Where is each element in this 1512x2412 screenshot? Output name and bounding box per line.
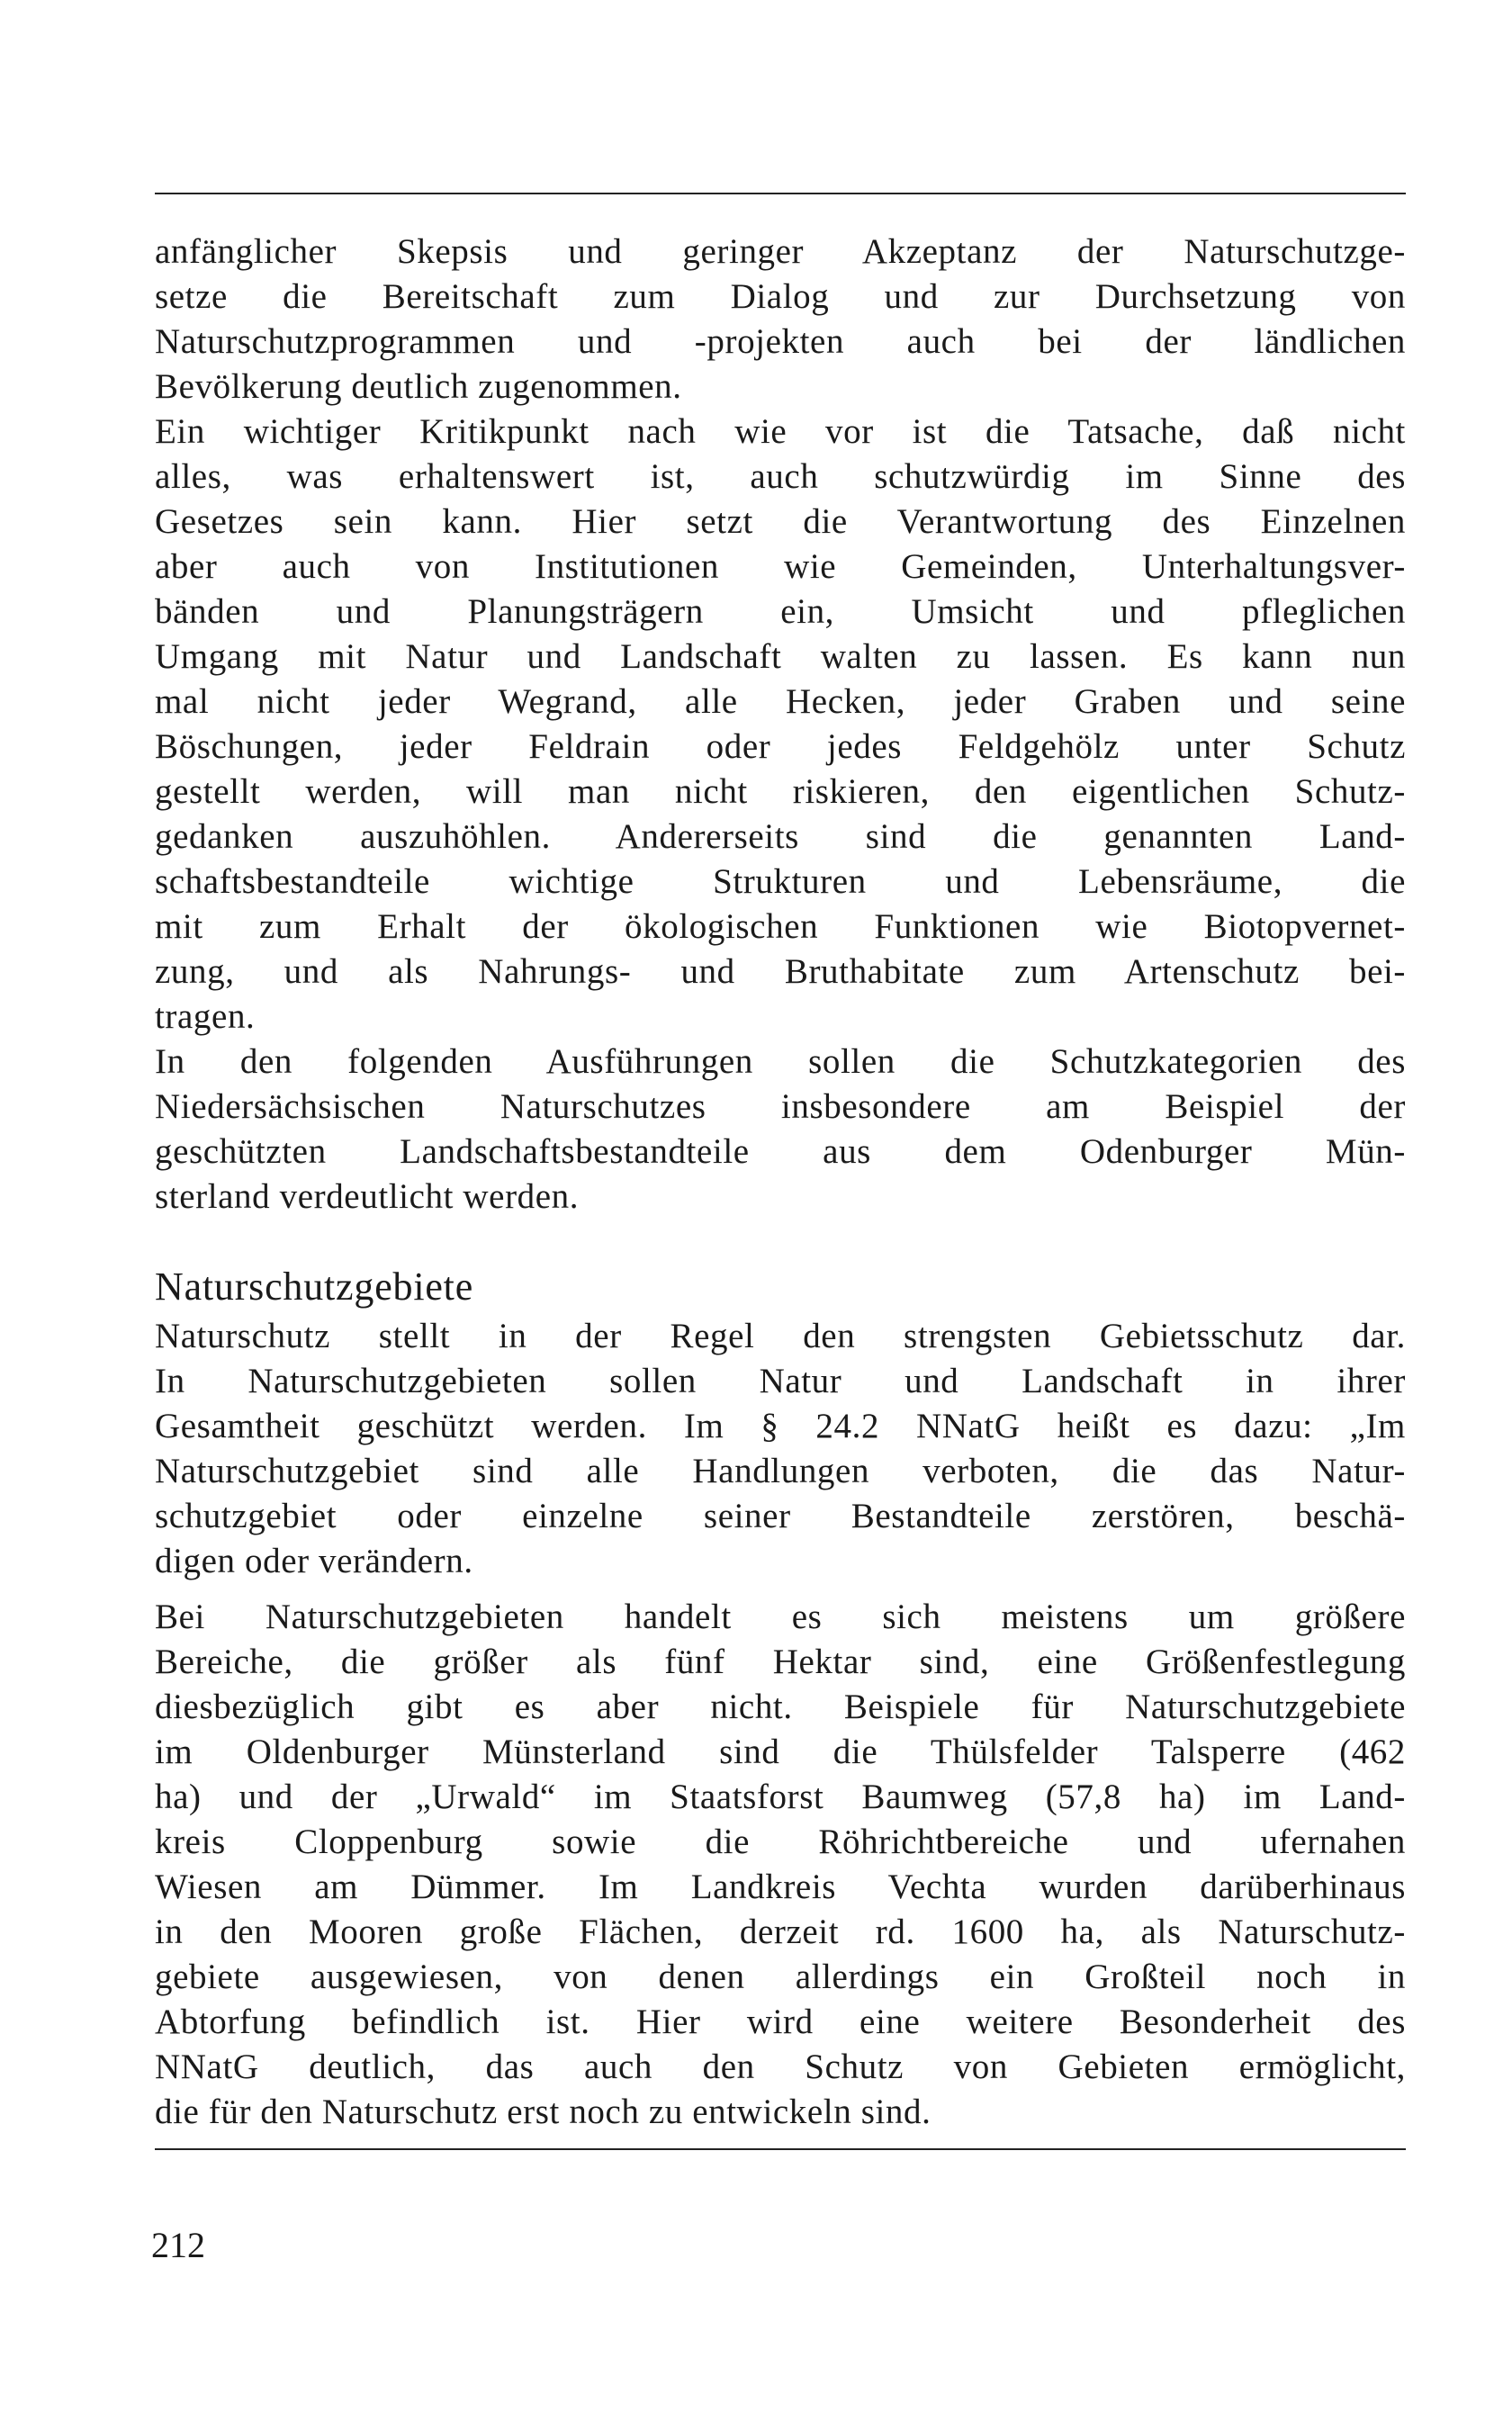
text-line: schaftsbestandteile wichtige Strukturen und Lebensräume, die <box>155 862 1406 901</box>
text-line: schutzgebiet oder einzelne seiner Bestandteile zerstören, beschä- <box>155 1497 1406 1535</box>
text-line: diesbezüglich gibt es aber nicht. Beispiele für Naturschutzgebiete <box>155 1688 1406 1726</box>
text-line: anfänglicher Skepsis und geringer Akzeptanz der Naturschutzge- <box>155 232 1406 271</box>
section-heading: Naturschutzgebiete <box>155 1264 474 1309</box>
text-line: mal nicht jeder Wegrand, alle Hecken, jeder Graben und seine <box>155 682 1406 721</box>
top-rule <box>155 193 1406 194</box>
text-line: Gesamtheit geschützt werden. Im § 24.2 NNatG heißt es dazu: „Im <box>155 1407 1406 1445</box>
text-line: In den folgenden Ausführungen sollen die Schutzkategorien des <box>155 1042 1406 1081</box>
text-line: sterland verdeutlicht werden. <box>155 1177 580 1216</box>
text-line: setze die Bereitschaft zum Dialog und zur Durchsetzung von <box>155 277 1406 316</box>
text-line: gebiete ausgewiesen, von denen allerdings ein Großteil noch in <box>155 1958 1406 1996</box>
text-line: Niedersächsischen Naturschutzes insbesondere am Beispiel der <box>155 1087 1406 1126</box>
text-line: Abtorfung befindlich ist. Hier wird eine weitere Besonderheit des <box>155 2002 1406 2041</box>
text-line: im Oldenburger Münsterland sind die Thülsfelder Talsperre (462 <box>155 1732 1406 1771</box>
page-number: 212 <box>151 2225 205 2265</box>
text-line: Gesetzes sein kann. Hier setzt die Verantwortung des Einzelnen <box>155 502 1406 541</box>
bottom-rule <box>155 2148 1406 2150</box>
text-line: gedanken auszuhöhlen. Andererseits sind die genannten Land- <box>155 817 1406 856</box>
text-line: ha) und der „Urwald“ im Staatsforst Baumweg (57,8 ha) im Land- <box>155 1778 1406 1816</box>
text-line: Bereiche, die größer als fünf Hektar sind, eine Größenfestlegung <box>155 1642 1406 1681</box>
text-line: in den Mooren große Flächen, derzeit rd. 1600 ha, als Naturschutz- <box>155 1912 1406 1951</box>
text-line: In Naturschutzgebieten sollen Natur und Landschaft in ihrer <box>155 1362 1406 1400</box>
text-line: gestellt werden, will man nicht riskieren, den eigentlichen Schutz- <box>155 772 1406 811</box>
text-line: Bei Naturschutzgebieten handelt es sich meistens um größere <box>155 1598 1406 1636</box>
text-line: NNatG deutlich, das auch den Schutz von Gebieten ermöglicht, <box>155 2048 1406 2086</box>
text-line: Böschungen, jeder Feldrain oder jedes Feldgehölz unter Schutz <box>155 727 1406 766</box>
text-line: alles, was erhaltenswert ist, auch schutzwürdig im Sinne des <box>155 457 1406 496</box>
text-line: tragen. <box>155 997 256 1036</box>
text-line: Naturschutzprogrammen und -projekten auch bei der ländlichen <box>155 322 1406 361</box>
text-line: digen oder verändern. <box>155 1542 473 1580</box>
text-line: Umgang mit Natur und Landschaft walten zu lassen. Es kann nun <box>155 637 1406 676</box>
text-line: Bevölkerung deutlich zugenommen. <box>155 367 682 406</box>
text-line: geschützten Landschaftsbestandteile aus dem Odenburger Mün- <box>155 1132 1406 1171</box>
text-line: Ein wichtiger Kritikpunkt nach wie vor ist die Tatsache, daß nicht <box>155 412 1406 451</box>
text-line: aber auch von Institutionen wie Gemeinden, Unterhaltungsver- <box>155 547 1406 586</box>
text-line: Naturschutzgebiet sind alle Handlungen verboten, die das Natur- <box>155 1452 1406 1490</box>
text-line: Wiesen am Dümmer. Im Landkreis Vechta wurden darüberhinaus <box>155 1868 1406 1906</box>
text-line: Naturschutz stellt in der Regel den strengsten Gebietsschutz dar. <box>155 1317 1406 1355</box>
text-line: zung, und als Nahrungs- und Bruthabitate zum Artenschutz bei- <box>155 952 1406 991</box>
text-line: kreis Cloppenburg sowie die Röhrichtbereiche und ufernahen <box>155 1822 1406 1861</box>
text-line: mit zum Erhalt der ökologischen Funktionen wie Biotopvernet- <box>155 907 1406 946</box>
text-line: die für den Naturschutz erst noch zu entwickeln sind. <box>155 2092 932 2131</box>
text-line: bänden und Planungsträgern ein, Umsicht und pfleglichen <box>155 592 1406 631</box>
